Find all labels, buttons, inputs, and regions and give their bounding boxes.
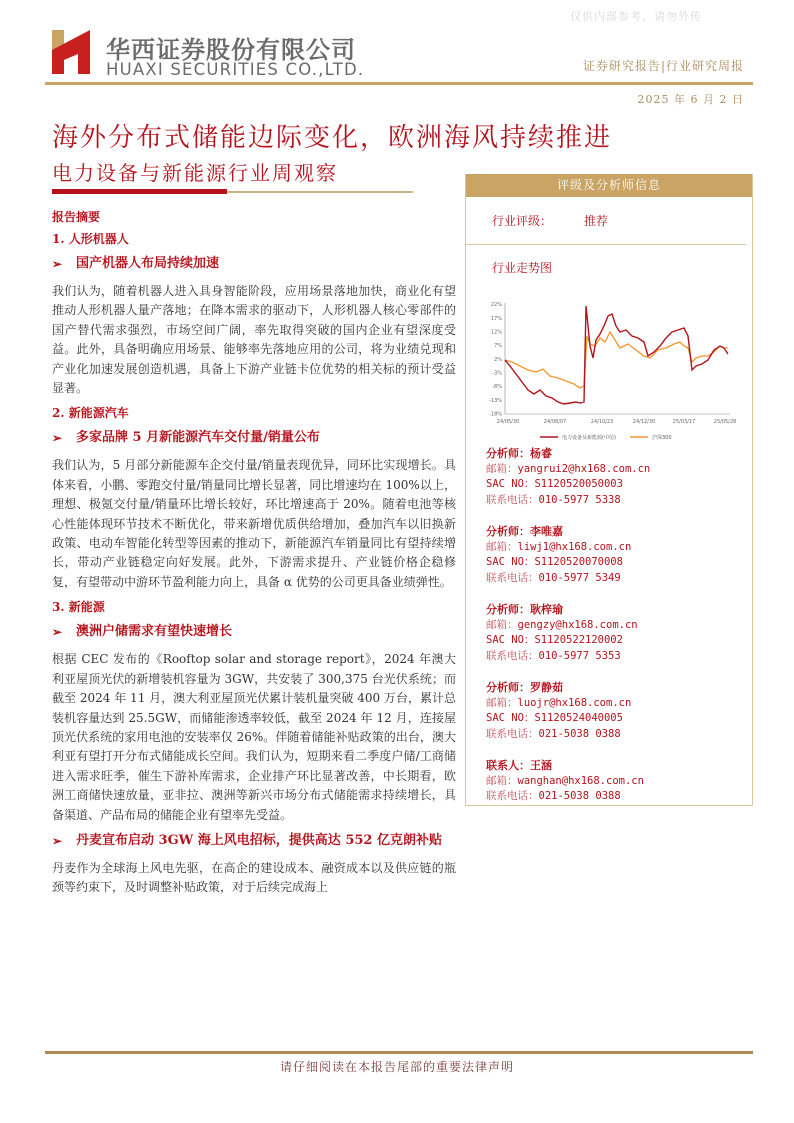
svg-text:-3%: -3% (492, 370, 502, 377)
contact-name: 联系人：王涵 (486, 759, 552, 772)
analyst-sac: SAC NO：S1120524040005 (486, 712, 623, 724)
svg-text:17%: 17% (490, 316, 502, 322)
report-type-subcategory: 行业研究周报 (665, 59, 744, 73)
contact-email[interactable]: 邮箱：wanghan@hx168.com.cn (486, 774, 644, 787)
summary-column (52, 208, 456, 904)
analyst-phone: 联系电话：010-5977 5349 (486, 571, 621, 584)
section-title: 3. 新能源 (52, 600, 105, 615)
svg-text:24/05/30: 24/05/30 (496, 419, 520, 425)
report-title: 海外分布式储能边际变化，欧洲海风持续推进 (52, 123, 613, 153)
analyst-sac: SAC NO：S1120520050003 (486, 478, 623, 490)
analyst-card (486, 680, 752, 742)
svg-text:24/08/07: 24/08/07 (543, 419, 567, 425)
subheading-text: 多家品牌 5 月新能源汽车交付量/销量公布 (76, 430, 320, 446)
analyst-card (486, 602, 752, 664)
trend-chart-label: 行业走势图 (492, 261, 553, 275)
analyst-name: 分析师：李唯嘉 (486, 525, 563, 538)
subheading-text: 澳洲户储需求有望快速增长 (76, 624, 233, 640)
rating-label: 行业评级： (492, 214, 553, 228)
summary-heading: 报告摘要 (52, 210, 101, 224)
panel-header: 评级及分析师信息 (466, 174, 752, 197)
arrow-bullet-icon: ➢ (52, 625, 63, 640)
legend-series-1: 电力设备及新能源(中信) (562, 435, 616, 441)
analyst-email[interactable]: 邮箱：yangrui2@hx168.com.cn (486, 462, 651, 475)
analyst-email[interactable]: 邮箱：gengzy@hx168.com.cn (486, 618, 638, 631)
svg-text:-13%: -13% (489, 398, 502, 404)
footer-divider (45, 1051, 753, 1054)
section-subheading (52, 254, 456, 274)
analyst-sac: SAC NO：S1120520070008 (486, 556, 623, 568)
svg-text:2%: 2% (494, 357, 502, 363)
analyst-phone: 联系电话：010-5977 5353 (486, 649, 621, 662)
section-title: 2. 新能源汽车 (52, 406, 129, 421)
arrow-bullet-icon: ➢ (52, 833, 63, 848)
analyst-phone: 联系电话：010-5977 5338 (486, 493, 621, 506)
rating-value: 推荐 (584, 214, 609, 228)
analyst-card (486, 524, 752, 586)
contact-phone: 联系电话：021-5038 0388 (486, 790, 621, 802)
rating-analyst-panel (465, 174, 753, 806)
report-type-category: 证券研究报告 (582, 59, 661, 73)
analyst-card (486, 446, 752, 508)
svg-text:-18%: -18% (489, 411, 502, 418)
analyst-name: 分析师：耿梓瑜 (486, 603, 563, 616)
arrow-bullet-icon: ➢ (52, 431, 63, 446)
section-subheading (52, 831, 456, 851)
section-paragraph: 丹麦作为全球海上风电先驱，在高企的建设成本、融资成本以及供应链的瓶颈等约束下，及时调整补贴政策，对于后续完成海上 (52, 860, 456, 895)
svg-text:-8%: -8% (492, 384, 502, 390)
svg-text:7%: 7% (494, 343, 502, 349)
company-name-cn: 华西证券股份有限公司 (106, 36, 356, 64)
svg-text:25/05/28: 25/05/28 (713, 419, 737, 425)
subtitle-underline-accent (52, 189, 227, 194)
svg-text:25/03/17: 25/03/17 (672, 419, 696, 425)
analyst-phone: 联系电话：021-5038 0388 (486, 727, 621, 740)
company-logo-icon (52, 30, 90, 74)
arrow-bullet-icon: ➢ (52, 257, 63, 271)
subheading-text: 国产机器人布局持续加速 (76, 256, 220, 271)
svg-text:12%: 12% (490, 329, 502, 336)
section-subheading (52, 428, 456, 448)
svg-text:24/10/23: 24/10/23 (590, 419, 614, 425)
analyst-list (466, 446, 752, 805)
section-paragraph: 我们认为，5 月部分新能源车企交付量/销量表现优异，同环比实现增长。具体来看，小鹏、零跑交付量/销量同比增长显著，同比增速均在 100%以上，理想、极氪交付量/销量环比增长较好，环比增速高于 20%。随着电池等核心性能体现环节技术不断优化，带来新增优质供给增加，叠加汽车以旧换新政策、电动车智能化转型等因素的推动下，新能源汽车销量同比有望持续增长，带动产业链稳定向好发展。此外，下游需求提升、产业链价格企稳修复，有望带动中游环节盈利能力向上，具备 α 优势的公司更具备业绩弹性。 (52, 458, 456, 589)
analyst-sac: SAC NO：S1120522120002 (486, 634, 623, 646)
analyst-name: 分析师：罗静茹 (486, 681, 563, 694)
company-name-en: HUAXI SECURITIES CO.,LTD. (106, 60, 365, 79)
section-subheading (52, 622, 456, 642)
section-title: 1. 人形机器人 (52, 232, 129, 246)
header-divider (45, 82, 753, 85)
section-paragraph: 根据 CEC 发布的《Rooftop solar and storage report》，2024 年澳大利亚屋顶光伏的新增装机容量为 3GW，共安装了 300,375 台光伏系统；而截至 2024 年 11 月，澳大利亚屋顶光伏累计装机量突破 400 万台，累计总装机容量达到 25.5GW，而储能渗透率较低，截至 2024 年 12 月，连接屋顶光伏系统的家用电池的安装率仅 26%。伴随着储能补贴政策的出台，澳大利亚有望打开分布式储能成长空间。我们认为，短期来看二季度户储/工商储进入需求旺季，催生下游补库需求，企业排产环比显著改善，中长期看，欧洲工商储快速放量，亚非拉、澳洲等新兴市场分布式储能需求持续增长，具备渠道、产品布局的储能企业有望率先受益。 (52, 652, 456, 822)
analyst-email[interactable]: 邮箱：liwj1@hx168.com.cn (486, 540, 632, 553)
watermark: 仅供内部参考，请勿外传 (570, 10, 702, 23)
legal-disclaimer: 请仔细阅读在本报告尾部的重要法律声明 (279, 1060, 514, 1074)
subheading-text: 丹麦宣布启动 3GW 海上风电招标，提供高达 552 亿克朗补贴 (76, 832, 442, 848)
svg-text:22%: 22% (490, 302, 502, 308)
analyst-email[interactable]: 邮箱：luojr@hx168.com.cn (486, 696, 632, 709)
report-type-separator: | (660, 59, 666, 73)
contact-card (486, 758, 752, 805)
report-type (583, 57, 744, 74)
report-subtitle: 电力设备与新能源行业周观察 (52, 161, 338, 185)
legend-series-2: 沪深300 (652, 435, 672, 441)
section-paragraph: 我们认为，随着机器人进入具身智能阶段，应用场景落地加快，商业化有望推动人形机器人量产落地；在降本需求的驱动下，人形机器人核心零部件的国产替代需求强烈，市场空间广阔，率先取得突破的国内企业有望深度受益。此外，具备明确应用场景、能够率先落地应用的公司，将为业绩兑现和产业化加速发展创造机遇，具备上下游产业链卡位优势的相关标的预计受益显著。 (52, 284, 456, 396)
industry-rating (466, 197, 746, 245)
industry-trend-chart (480, 286, 740, 446)
report-date: 2025 年 6 月 2 日 (637, 93, 744, 106)
svg-text:24/12/30: 24/12/30 (632, 419, 656, 425)
analyst-name: 分析师：杨睿 (486, 447, 552, 460)
subtitle-underline (227, 191, 413, 193)
